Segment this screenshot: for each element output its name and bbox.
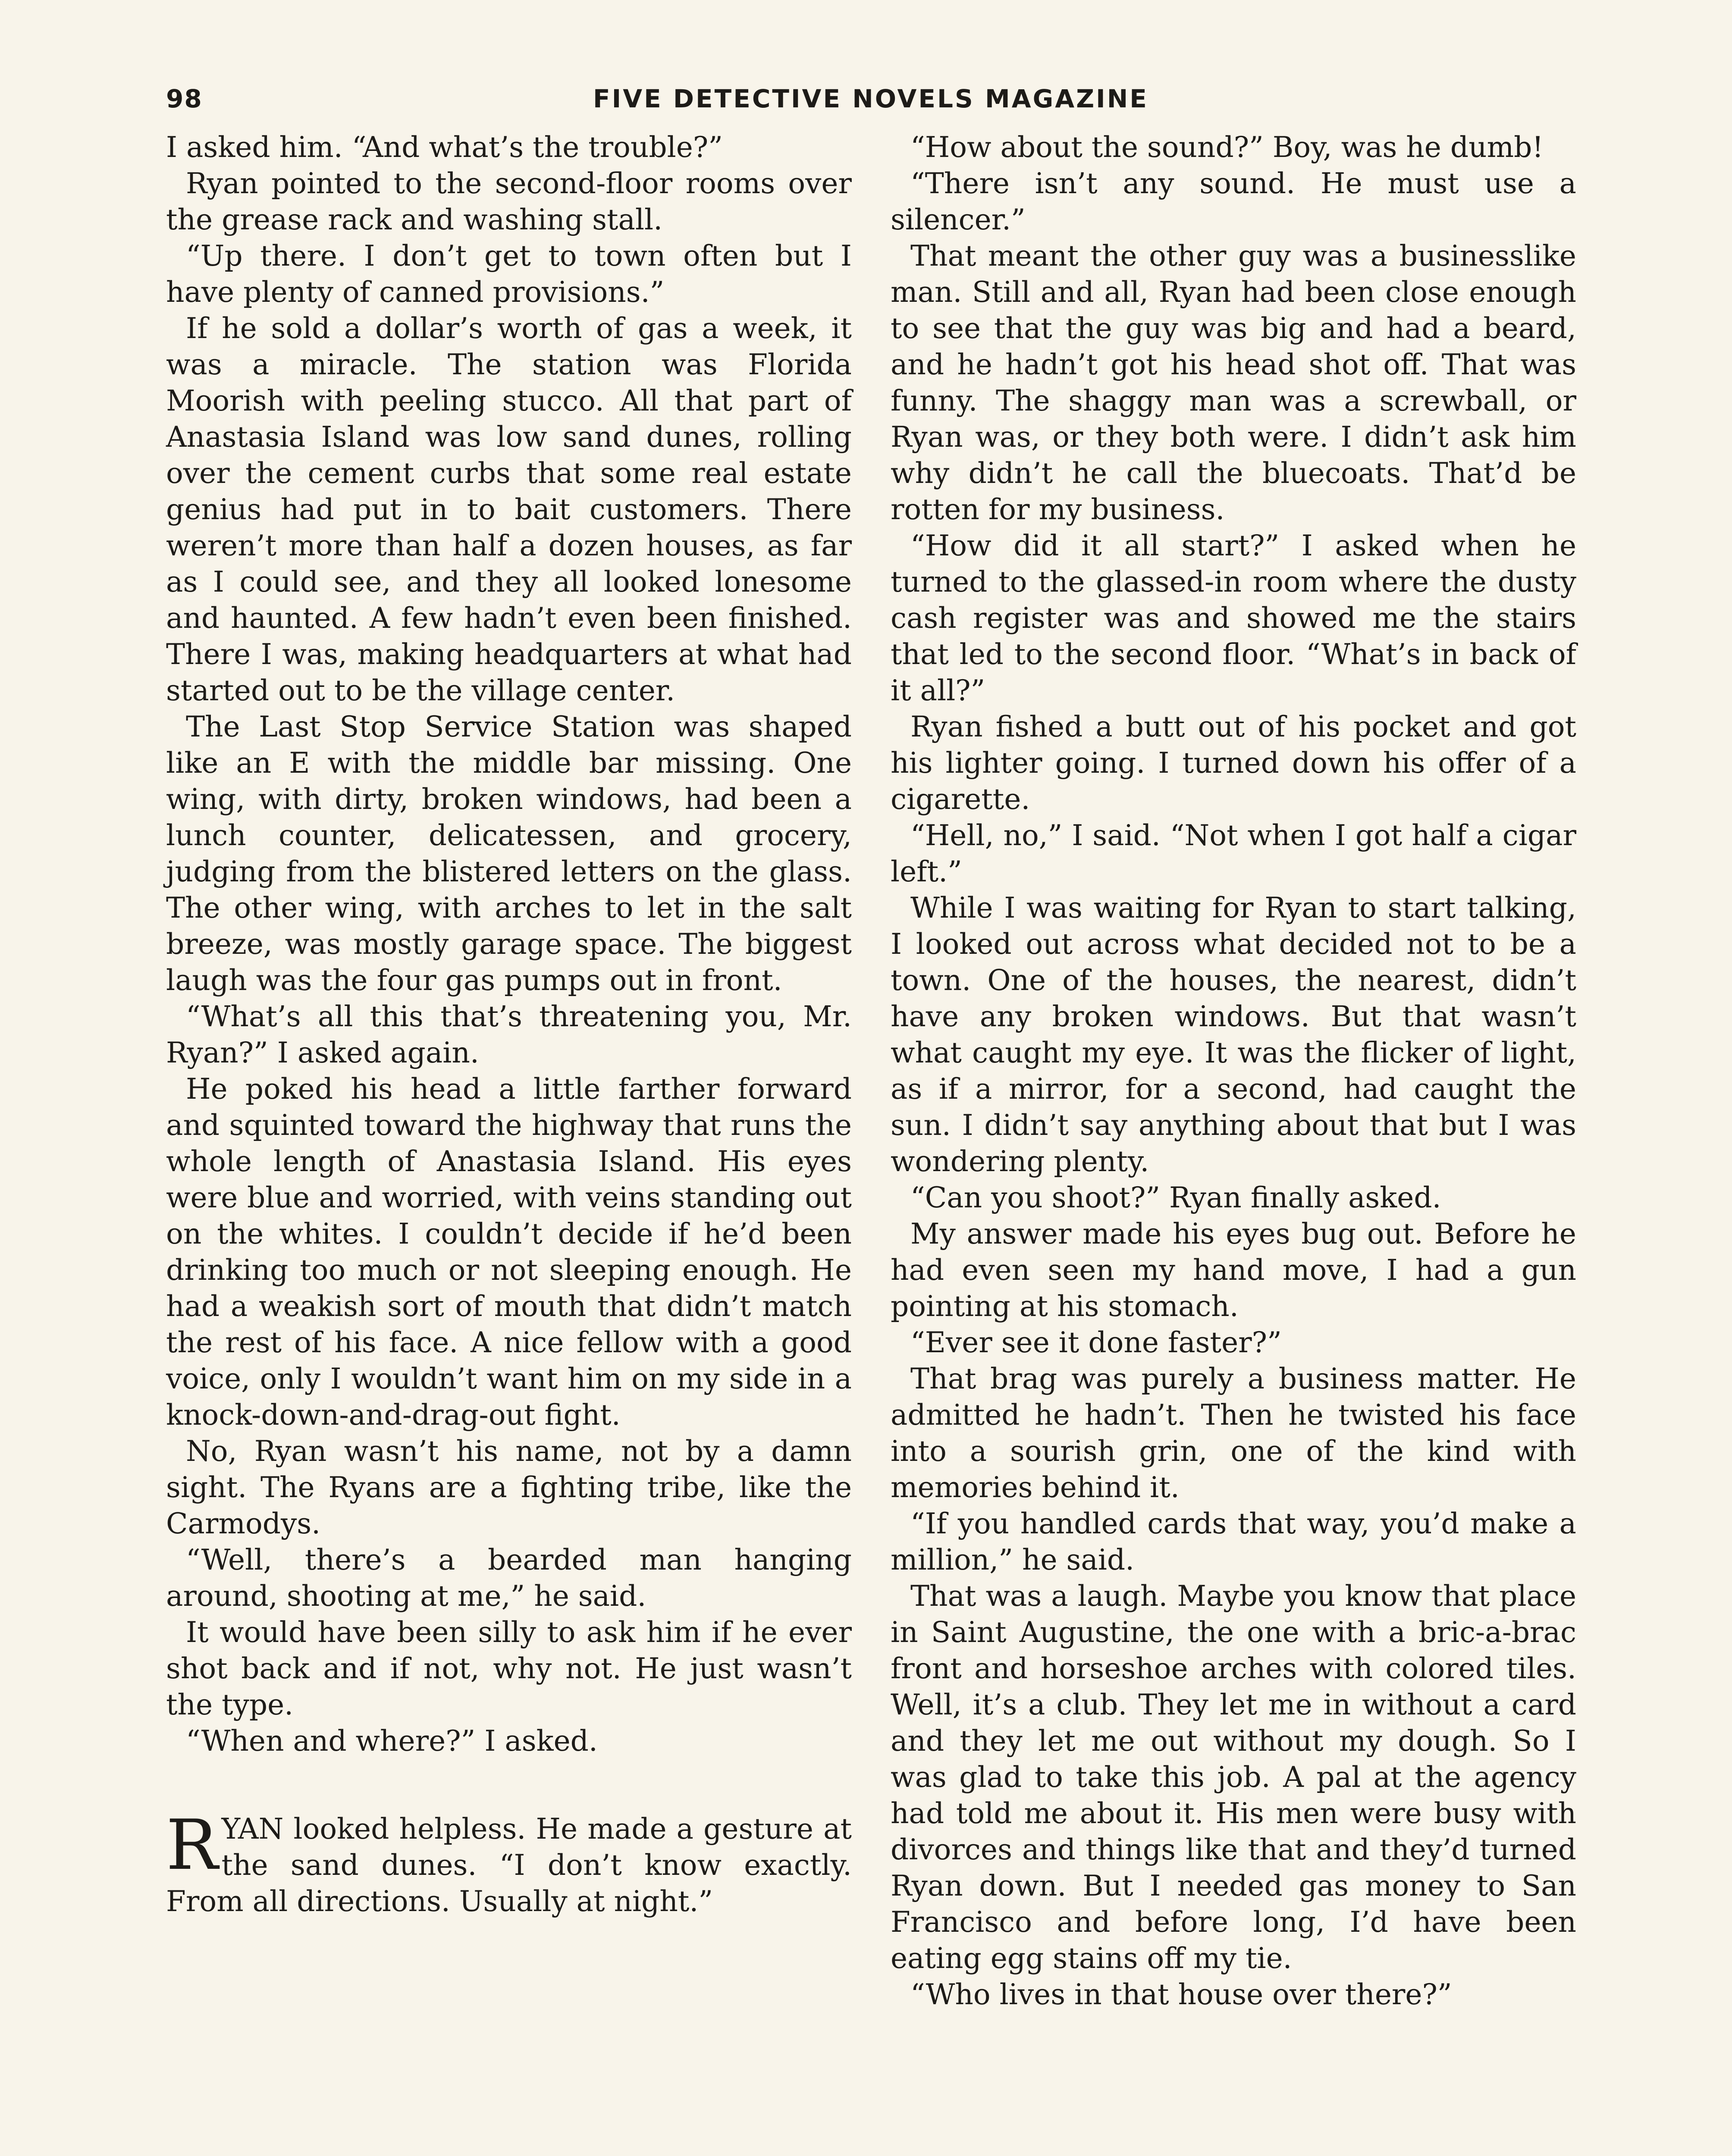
paragraph: “When and where?” I asked.: [186, 1724, 598, 1758]
paragraph: That brag was purely a business matter. He admitted he hadn’t. Then he twisted his face into a sourish grin, one of the kind with memories behind it.: [891, 1362, 1576, 1504]
paragraph: “How about the sound?” Boy, was he dumb!: [910, 131, 1544, 164]
running-head: FIVE DETECTIVE NOVELS MAGAZINE: [593, 84, 1148, 113]
paragraph: “Ever see it done faster?”: [910, 1326, 1282, 1359]
paragraph: “What’s all this that’s threatening you, Mr. Ryan?” I asked again.: [166, 1000, 852, 1069]
paragraph: “There isn’t any sound. He must use a silencer.”: [891, 167, 1576, 236]
paragraph: While I was waiting for Ryan to start talking, I looked out across what decided not to be a town. One of the houses, the nearest, didn’t have any broken windows. But that wasn’t what caught my eye. It was the flicker of light, as if a mirror, for a second, had caught the sun. I didn’t say anything about that but I was wondering plenty.: [891, 891, 1576, 1178]
paragraph: Ryan pointed to the second-floor rooms over the grease rack and washing stall.: [166, 167, 852, 236]
paragraph: He poked his head a little farther forward and squinted toward the highway that runs the whole length of Anastasia Island. His eyes were blue and worried, with veins standing out on the whites. I couldn’t decide if he’d been drinking too much or not sleeping enough. He had a weakish sort of mouth that didn’t match the rest of his face. A nice fellow with a good voice, only I wouldn’t want him on my side in a knock-down-and-drag-out fight.: [166, 1072, 852, 1432]
left-column: [166, 129, 852, 1920]
paragraph: “If you handled cards that way, you’d make a million,” he said.: [891, 1507, 1576, 1576]
drop-cap: R: [166, 1805, 218, 1885]
paragraph: “Well, there’s a bearded man hanging around, shooting at me,” he said.: [166, 1543, 852, 1613]
drop-cap-paragraph-text: YAN looked helpless. He made a gesture at the sand dunes. “I don’t know exactly. From all directions. Usually at night.”: [166, 1812, 852, 1918]
section-opening-paragraph: [166, 1805, 852, 1920]
paragraph: If he sold a dollar’s worth of gas a week, it was a miracle. The station was Florida Moorish with peeling stucco. All that part of Anastasia Island was low sand dunes, rolling over the cement curbs that some real estate genius had put in to bait customers. There weren’t more than half a dozen houses, as far as I could see, and they all looked lonesome and haunted. A few hadn’t even been finished. There I was, making headquarters at what had started out to be the village center.: [166, 312, 852, 707]
paragraph: “Up there. I don’t get to town often but I have plenty of canned provisions.”: [166, 239, 852, 309]
page-header: [166, 84, 1149, 123]
paragraph: It would have been silly to ask him if he ever shot back and if not, why not. He just wasn’t the type.: [166, 1616, 852, 1721]
paragraph: “Hell, no,” I said. “Not when I got half a cigar left.”: [891, 819, 1576, 888]
paragraph: “Who lives in that house over there?”: [910, 1978, 1452, 2011]
paragraph: I asked him. “And what’s the trouble?”: [166, 131, 723, 164]
paragraph: No, Ryan wasn’t his name, not by a damn sight. The Ryans are a fighting tribe, like the Carmodys.: [166, 1435, 852, 1540]
page-number: 98: [166, 84, 203, 113]
paragraph: That was a laugh. Maybe you know that place in Saint Augustine, the one with a bric-a-brac front and horseshoe arches with colored tiles. Well, it’s a club. They let me in without a card and they let me out without my dough. So I was glad to take this job. A pal at the agency had told me about it. His men were busy with divorces and things like that and they’d turned Ryan down. But I needed gas money to San Francisco and before long, I’d have been eating egg stains off my tie.: [891, 1579, 1576, 1975]
paragraph: The Last Stop Service Station was shaped like an E with the middle bar missing. One wing, with dirty, broken windows, had been a lunch counter, delicatessen, and grocery, judging from the blistered letters on the glass. The other wing, with arches to let in the salt breeze, was mostly garage space. The biggest laugh was the four gas pumps out in front.: [166, 710, 852, 997]
paragraph: That meant the other guy was a businesslike man. Still and all, Ryan had been close enough to see that the guy was big and had a beard, and he hadn’t got his head shot off. That was funny. The shaggy man was a screwball, or Ryan was, or they both were. I didn’t ask him why didn’t he call the bluecoats. That’d be rotten for my business.: [891, 239, 1576, 526]
paragraph: “How did it all start?” I asked when he turned to the glassed-in room where the dusty cash register was and showed me the stairs that led to the second floor. “What’s in back of it all?”: [891, 529, 1576, 707]
right-column: [891, 129, 1576, 2013]
paragraph: My answer made his eyes bug out. Before he had even seen my hand move, I had a gun pointing at his stomach.: [891, 1217, 1576, 1323]
paragraph: “Can you shoot?” Ryan finally asked.: [910, 1181, 1441, 1214]
paragraph: Ryan fished a butt out of his pocket and got his lighter going. I turned down his offer of a cigarette.: [891, 710, 1576, 816]
